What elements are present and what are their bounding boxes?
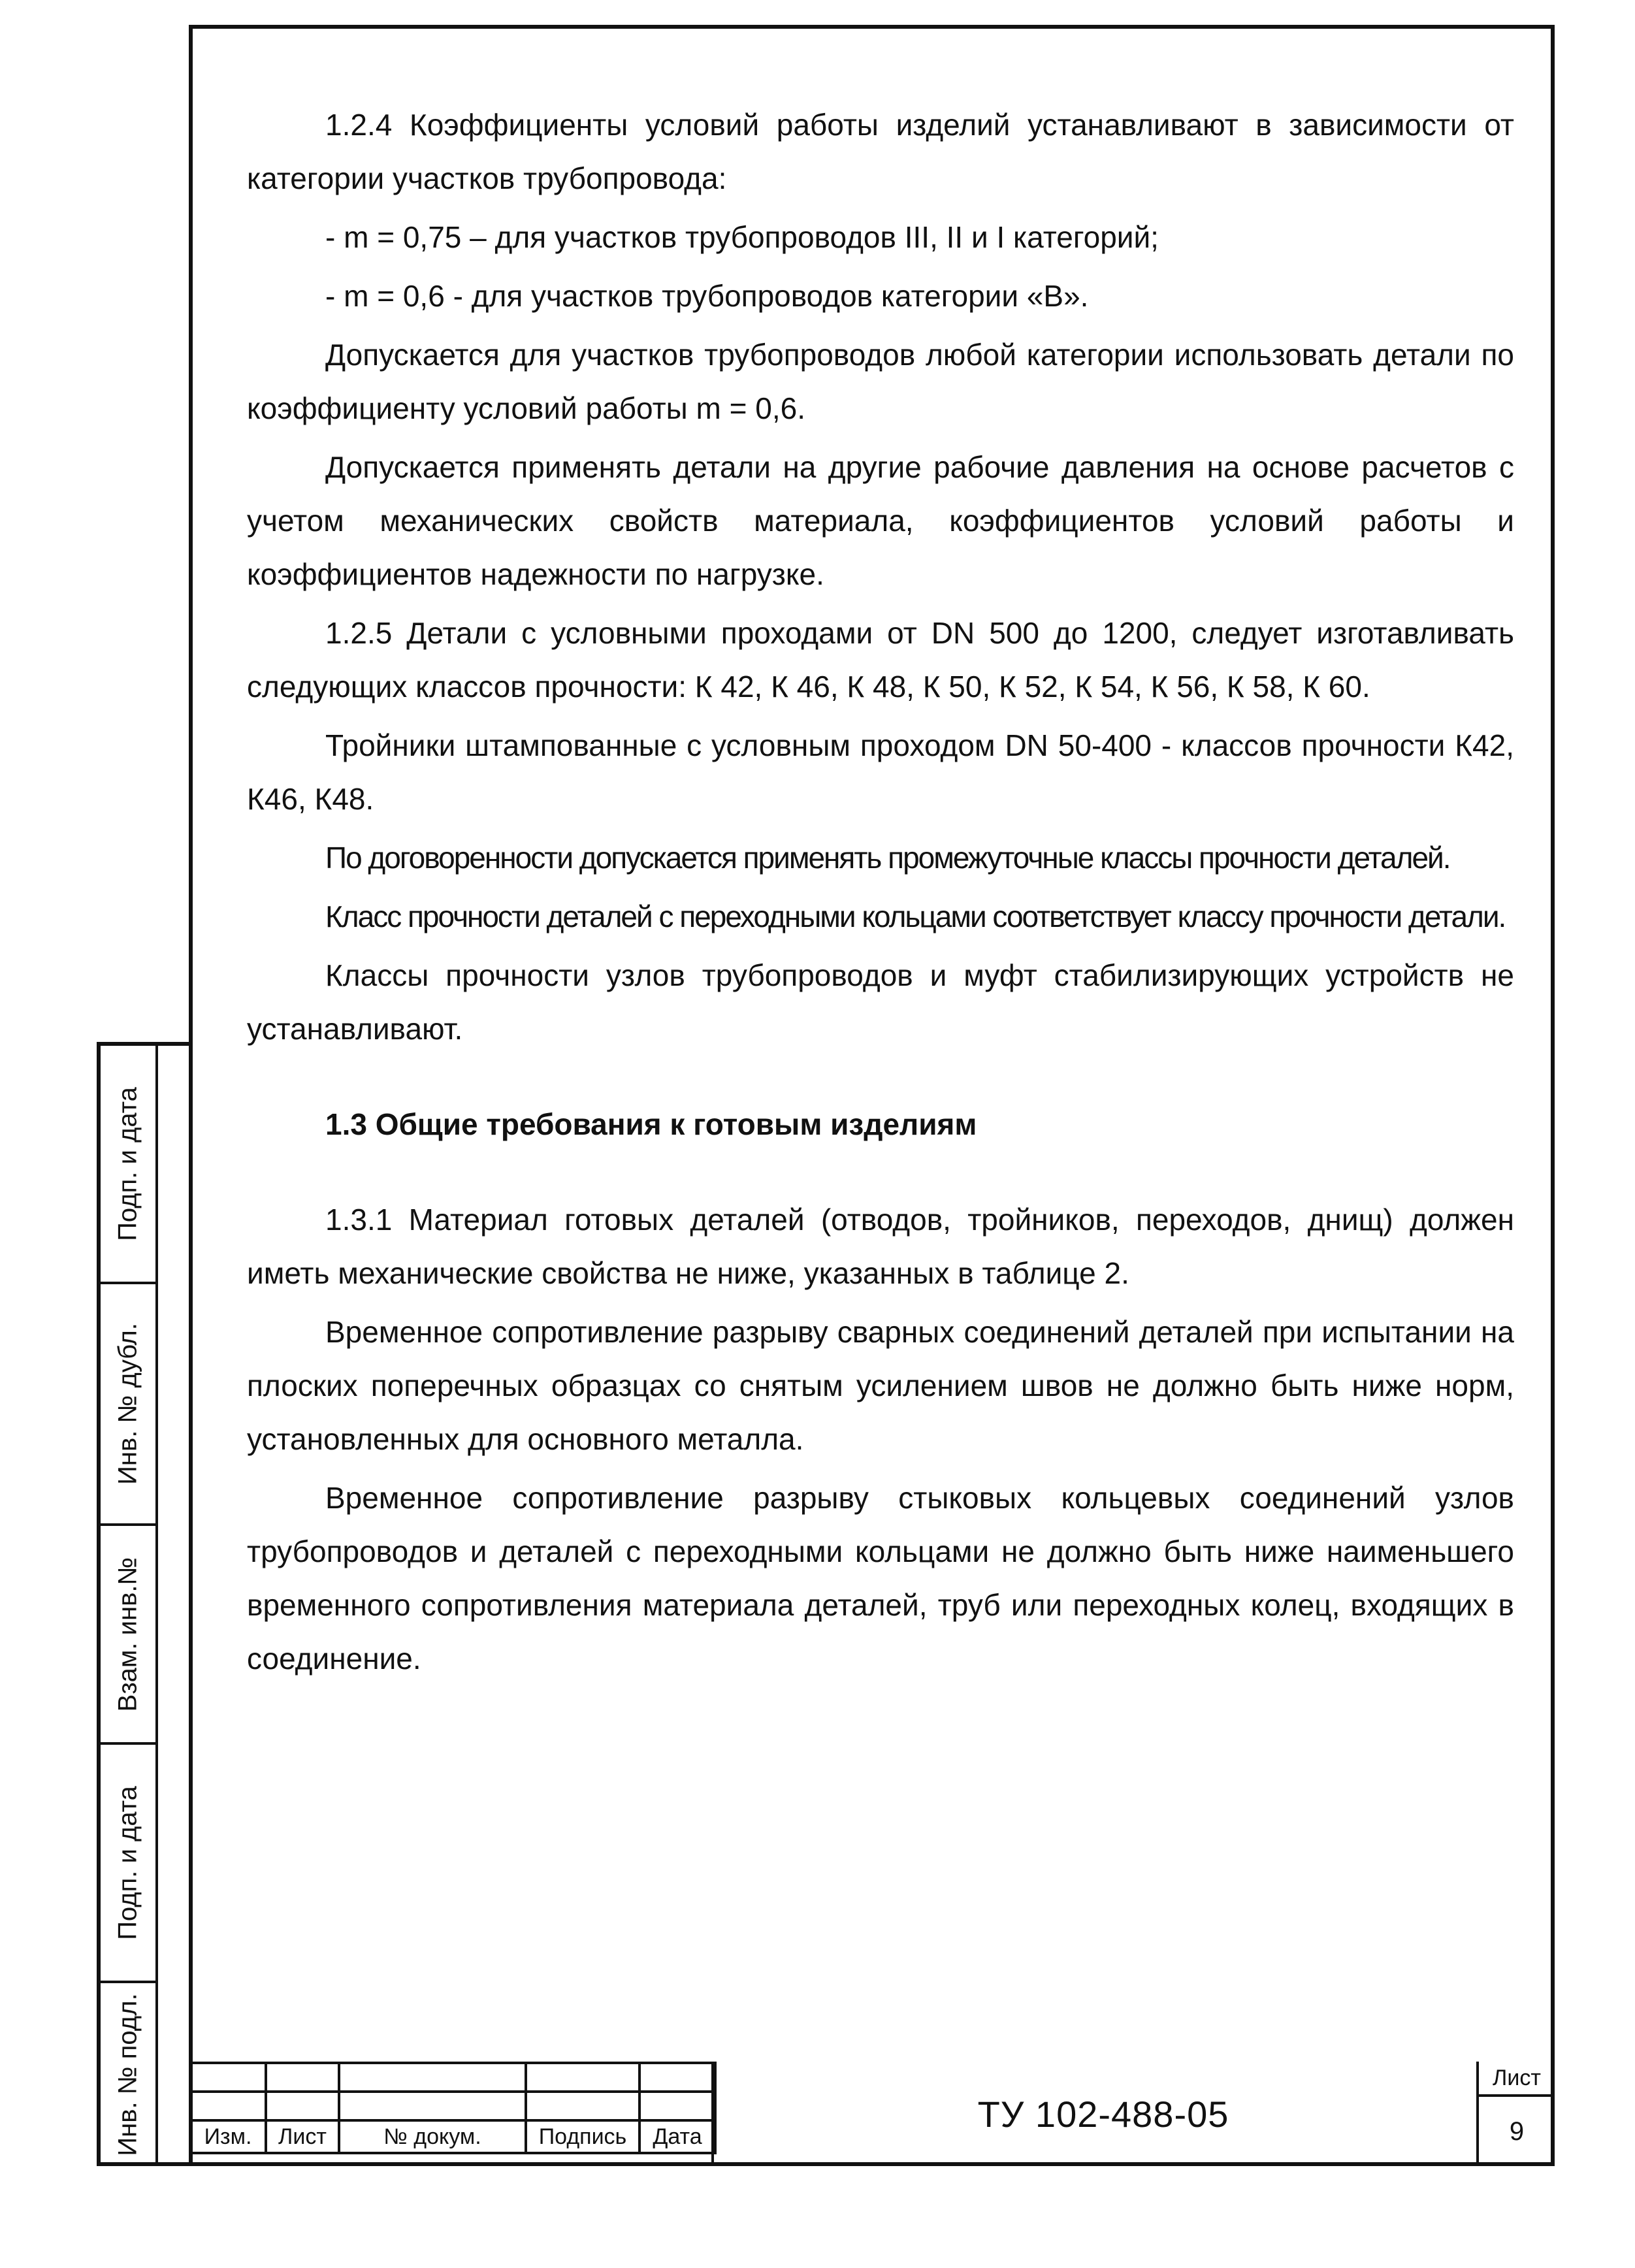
paragraph: Временное сопротивление разрыву стыковых кольцевых соединений узлов трубопроводов и деталей с переходными кольцами не должно быть ниже наименьшего временного сопротивления материала деталей, труб или переходных колец, входящих в соединение. <box>247 1481 1514 1676</box>
col-data: Дата <box>639 2120 715 2153</box>
paragraph: Класс прочности деталей с переходными кольцами соответствует классу прочности детали. <box>325 899 1506 933</box>
paragraph: 1.2.4 Коэффициенты условий работы изделий устанавливают в зависимости от категории участков трубопровода: <box>247 108 1514 195</box>
rev-cell <box>526 2063 639 2092</box>
rev-cell <box>639 2092 715 2120</box>
side-cell-inv-podl <box>101 1983 155 2166</box>
side-stamp <box>97 1042 193 2166</box>
side-label: Инв. № подл. <box>113 1993 142 2156</box>
side-cell-vzam-inv <box>101 1526 155 1745</box>
rev-cell <box>190 2063 266 2092</box>
paragraph: Классы прочности узлов трубопроводов и муфт стабилизирующих устройств не устанавливают. <box>247 958 1514 1046</box>
rev-cell <box>339 2092 526 2120</box>
side-label: Подп. и дата <box>113 1086 142 1241</box>
list-item: - m = 0,6 - для участков трубопроводов категории «В». <box>325 279 1089 313</box>
side-label: Взам. инв.№ <box>113 1557 142 1711</box>
col-podpis: Подпись <box>526 2120 639 2153</box>
col-izm: Изм. <box>190 2120 266 2153</box>
sheet-label: Лист <box>1479 2062 1555 2097</box>
sheet-number-box <box>1476 2062 1555 2166</box>
title-block <box>189 2062 1555 2166</box>
col-dokum: № докум. <box>339 2120 526 2153</box>
rev-cell <box>266 2063 339 2092</box>
col-list: Лист <box>266 2120 339 2153</box>
side-label: Инв. № дубл. <box>113 1323 142 1485</box>
side-cell-podp-data-1 <box>101 1046 155 1284</box>
list-item: - m = 0,75 – для участков трубопроводов III, II и I категорий; <box>325 220 1159 254</box>
paragraph: 1.2.5 Детали с условными проходами от DN 500 до 1200, следует изготавливать следующих классов прочности: К 42, К 46, К 48, К 50, К 52, К 54, К 56, К 58, К 60. <box>247 616 1514 704</box>
paragraph: 1.3.1 Материал готовых деталей (отводов, тройников, переходов, днищ) должен иметь механические свойства не ниже, указанных в таблице 2. <box>247 1203 1514 1290</box>
paragraph: По договоренности допускается применять промежуточные классы прочности деталей. <box>325 841 1450 875</box>
side-cell-inv-dubl <box>101 1284 155 1526</box>
paragraph: Допускается применять детали на другие рабочие давления на основе расчетов с учетом механических свойств материала, коэффициентов условий работы и коэффициентов надежности по нагрузке. <box>247 450 1514 591</box>
side-cell-podp-data-2 <box>101 1745 155 1983</box>
side-label: Подп. и дата <box>113 1785 142 1940</box>
side-stamp-divider <box>155 1046 158 2162</box>
rev-cell <box>639 2063 715 2092</box>
section-heading: 1.3 Общие требования к готовым изделиям <box>325 1107 977 1141</box>
revision-table <box>189 2062 717 2154</box>
paragraph: Временное сопротивление разрыву сварных соединений деталей при испытании на плоских поперечных образцах со снятым усилением швов не должно быть ниже норм, установленных для основного металла. <box>247 1315 1514 1456</box>
paragraph: Тройники штампованные с условным проходом DN 50-400 - классов прочности К42, К46, К48. <box>247 728 1514 816</box>
rev-cell <box>339 2063 526 2092</box>
rev-cell <box>526 2092 639 2120</box>
rev-cell <box>190 2092 266 2120</box>
rev-cell <box>266 2092 339 2120</box>
paragraph: Допускается для участков трубопроводов любой категории использовать детали по коэффициенту условий работы m = 0,6. <box>247 338 1514 425</box>
document-body <box>247 98 1514 1685</box>
sheet-number: 9 <box>1509 2116 1525 2146</box>
document-code: ТУ 102-488-05 <box>977 2093 1229 2135</box>
